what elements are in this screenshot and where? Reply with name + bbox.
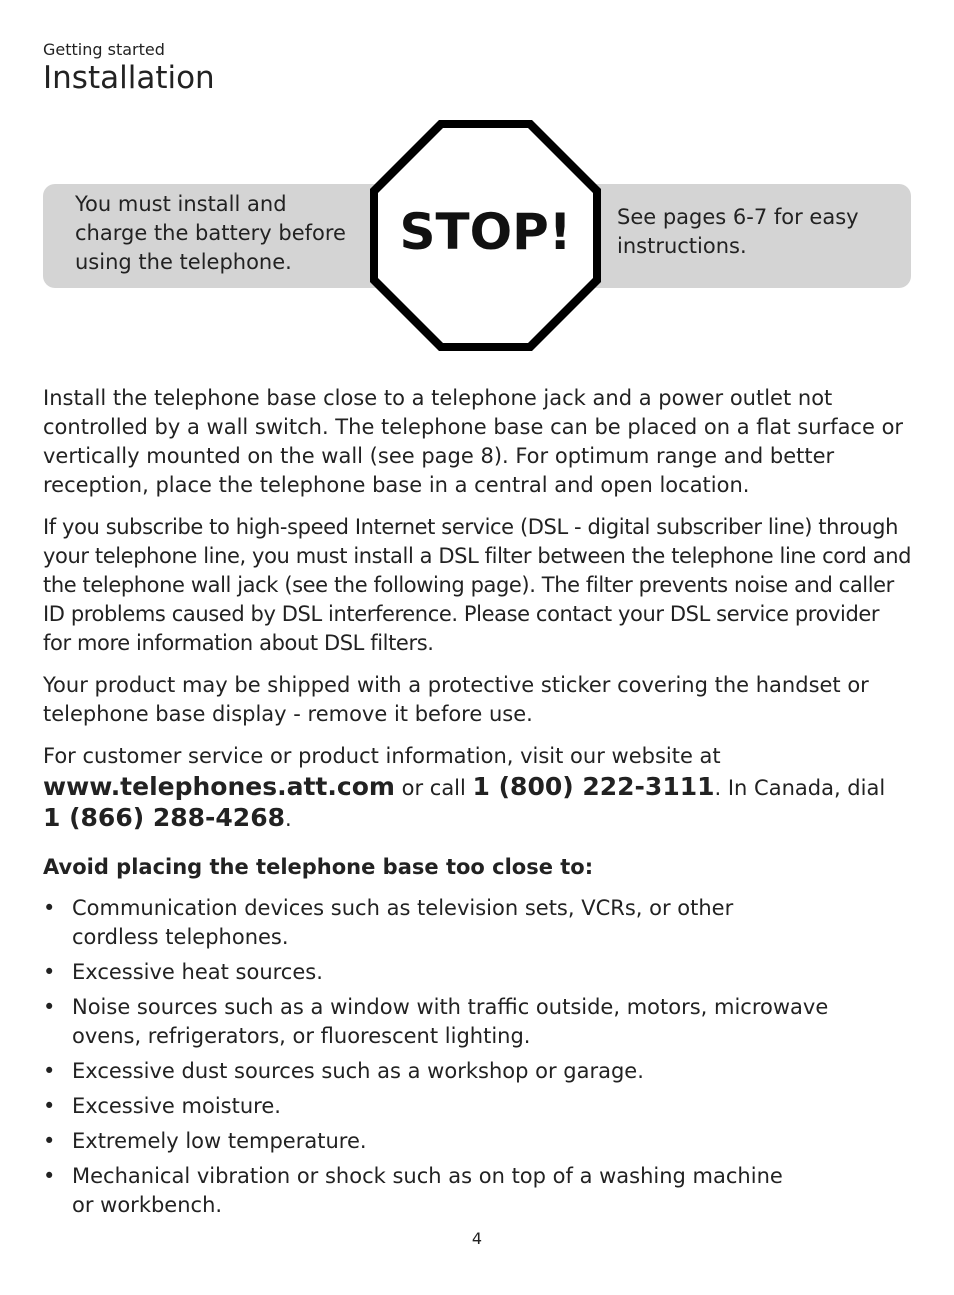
website-link[interactable]: www.telephones.att.com [43, 772, 395, 801]
bullet: • [43, 960, 56, 984]
page-number: 4 [471, 1229, 483, 1248]
bullet: • [43, 1129, 56, 1153]
list-item [43, 1057, 903, 1086]
list-item-line1: Excessive heat sources. [72, 960, 323, 984]
list-item-line1: Mechanical vibration or shock such as on top of a washing machine [72, 1164, 783, 1188]
page-title: Installation [43, 60, 215, 96]
contact-line [43, 772, 923, 803]
bullet: • [43, 1094, 56, 1118]
end-period: . [284, 807, 292, 831]
list-item-line1: Excessive moisture. [72, 1094, 281, 1118]
list-item [43, 1092, 903, 1121]
section-label: Getting started [43, 40, 165, 59]
bullet: • [43, 896, 56, 920]
avoid-heading: Avoid placing the telephone base too close to: [43, 855, 594, 879]
phone-us: 1 (800) 222-3111 [472, 772, 715, 801]
list-item-line2: cordless telephones. [72, 925, 289, 949]
paragraph-customer-service: For customer service or product information, visit our website at [43, 744, 721, 768]
list-item [43, 1162, 903, 1220]
list-item-line1: Excessive dust sources such as a workshop or garage. [72, 1059, 644, 1083]
paragraph-placement: Install the telephone base close to a telephone jack and a power outlet not controlled by a wall switch. The telephone base can be placed on a flat surface or vertically mounted on the wall (see page 8). For optimum range and better reception, place the telephone base in a central and open location. [43, 386, 904, 497]
bullet: • [43, 1059, 56, 1083]
stop-banner-left-text: You must install and charge the battery before using the telephone. [75, 192, 346, 274]
stop-sign-text: STOP! [399, 203, 572, 261]
list-item-line1: Noise sources such as a window with traffic outside, motors, microwave [72, 995, 829, 1019]
list-item-line2: ovens, refrigerators, or fluorescent lighting. [72, 1024, 531, 1048]
list-item [43, 993, 903, 1051]
bullet: • [43, 1164, 56, 1188]
phone-canada: 1 (866) 288-4268 [43, 803, 285, 832]
list-item-line1: Communication devices such as television sets, VCRs, or other [72, 896, 734, 920]
list-item [43, 894, 903, 952]
contact-line-canada [43, 802, 292, 835]
canada-text: . In Canada, dial [714, 776, 886, 800]
or-call-text: or call [394, 776, 473, 800]
paragraph-sticker: Your product may be shipped with a protective sticker covering the handset or telephone base display - remove it before use. [43, 673, 869, 726]
list-item [43, 958, 903, 987]
list-item [43, 1127, 903, 1156]
bullet: • [43, 995, 56, 1019]
list-item-line2: or workbench. [72, 1193, 223, 1217]
avoid-list [43, 894, 903, 1226]
stop-banner-right-text: See pages 6-7 for easy instructions. [617, 205, 859, 258]
paragraph-dsl: If you subscribe to high-speed Internet service (DSL - digital subscriber line) through your telephone line, you must install a DSL filter between the telephone line cord and the telephone wall jack (see the following page). The filter prevents noise and caller ID problems caused by DSL interference. Please contact your DSL service provider for more information about DSL filters. [43, 515, 912, 655]
stop-sign-icon [366, 116, 605, 355]
list-item-line1: Extremely low temperature. [72, 1129, 367, 1153]
